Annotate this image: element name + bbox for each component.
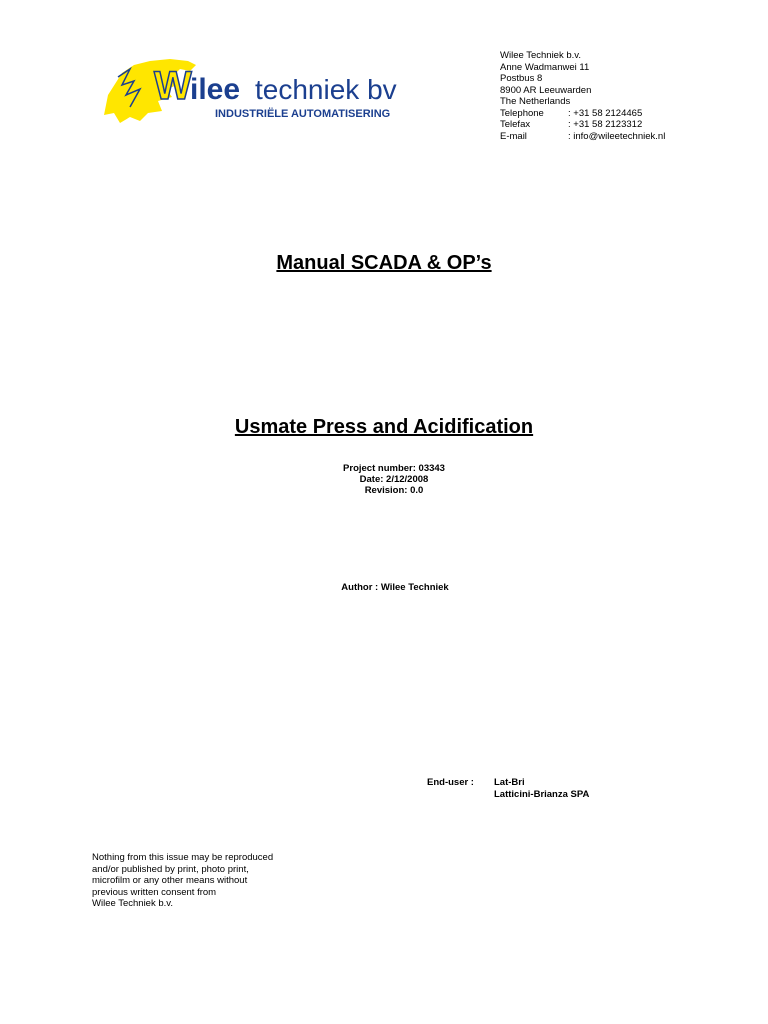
project-number: Project number: 03343 (343, 463, 445, 474)
address-telephone (500, 108, 665, 120)
document-author: Author : Wilee Techniek (341, 582, 449, 593)
logo-tagline: INDUSTRIËLE AUTOMATISERING (215, 108, 391, 120)
disclaimer-line1: Nothing from this issue may be reproduced (92, 852, 274, 863)
address-city: 8900 AR Leeuwarden (500, 84, 592, 96)
company-address (500, 50, 665, 142)
telephone-label: Telephone (500, 107, 544, 119)
disclaimer-line2: and/or published by print, photo print, (92, 863, 249, 875)
address-telefax (500, 119, 665, 131)
wilee-logo-graphic (100, 55, 420, 130)
disclaimer-line5: Wilee Techniek b.v. (92, 898, 173, 909)
copyright-disclaimer (92, 852, 273, 910)
document-subtitle: Usmate Press and Acidification (234, 416, 534, 438)
logo-ilee: ilee (190, 73, 241, 106)
telefax-label: Telefax (500, 119, 531, 130)
end-user-line2: Latticini-Brianza SPA (494, 789, 590, 800)
address-company: Wilee Techniek b.v. (500, 50, 581, 61)
end-user-label: End-user : (427, 777, 474, 788)
email-value: : info@wileetechniek.nl (568, 130, 666, 142)
disclaimer-line4: previous written consent from (92, 886, 217, 898)
address-pobox: Postbus 8 (500, 73, 543, 84)
telefax-value: : +31 58 2123312 (568, 119, 643, 130)
project-revision: Revision: 0.0 (364, 485, 424, 496)
end-user-values (494, 777, 589, 801)
project-meta (0, 463, 768, 496)
telephone-value: : +31 58 2124465 (568, 107, 643, 119)
address-email (500, 131, 665, 143)
project-date: Date: 2/12/2008 (359, 474, 429, 485)
disclaimer-line3: microfilm or any other means without (92, 875, 248, 886)
email-label: E-mail (500, 130, 527, 142)
address-street: Anne Wadmanwei 11 (500, 61, 590, 73)
address-country: The Netherlands (500, 96, 571, 107)
document-title: Manual SCADA & OP’s (276, 252, 492, 274)
company-logo (100, 55, 420, 130)
end-user-line1: Lat-Bri (494, 777, 525, 788)
logo-techniek: techniek bv (255, 74, 397, 105)
logo-w-letter: W (154, 64, 192, 108)
end-user-block (427, 777, 589, 801)
